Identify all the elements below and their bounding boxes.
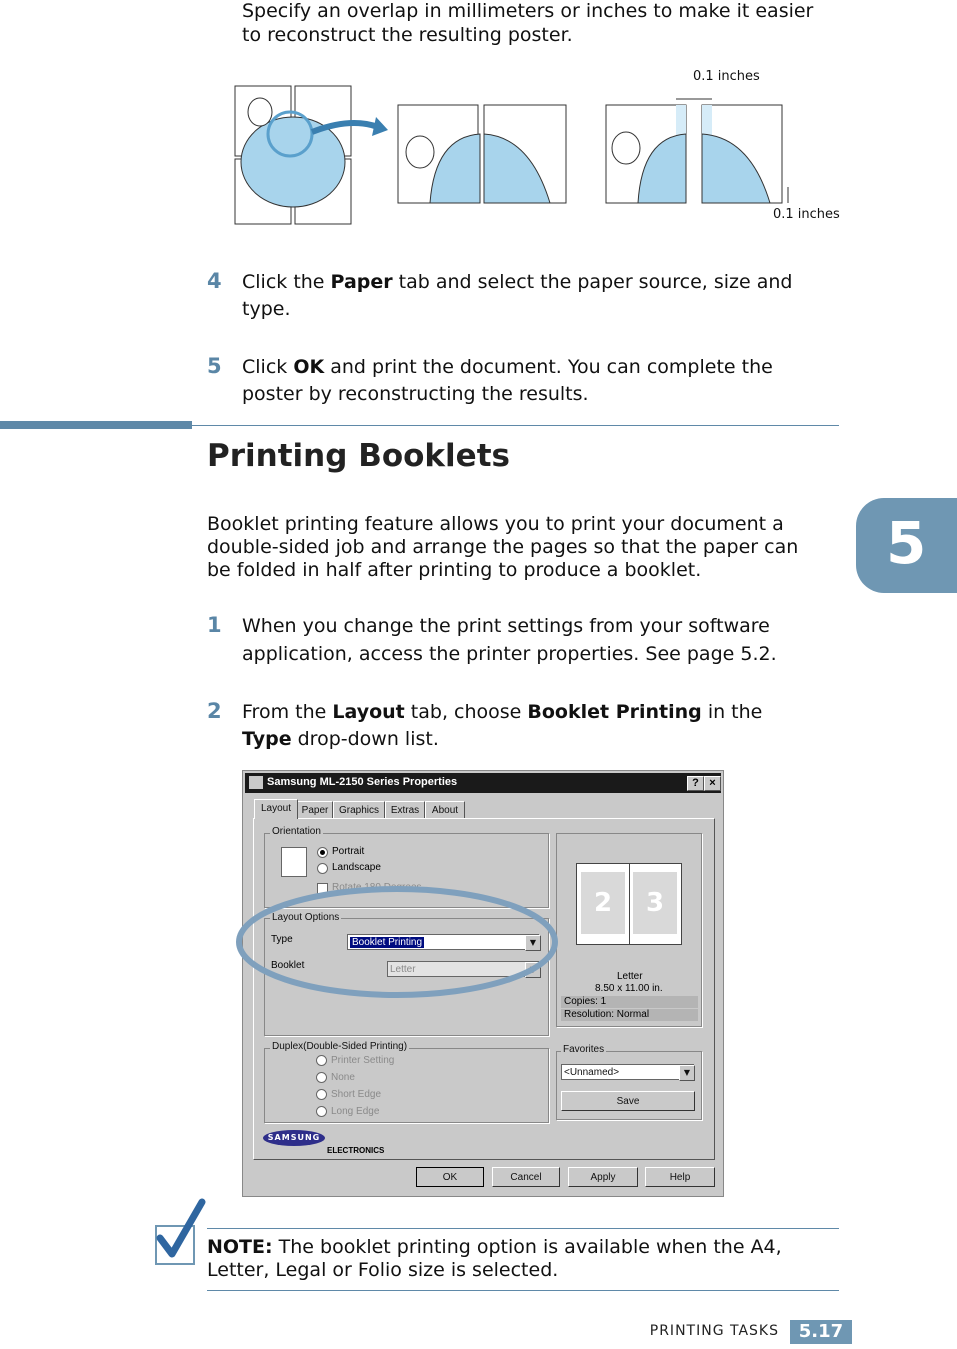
save-button[interactable]: Save [561, 1091, 695, 1111]
step-1-line-2: application, access the printer properties. See page 5.2. [242, 643, 777, 665]
portrait-radio[interactable] [317, 847, 328, 858]
preview-fold-line [629, 864, 630, 944]
preview-resolution: Resolution: Normal [561, 1009, 698, 1021]
layout-options-label: Layout Options [272, 912, 340, 923]
poster-split-pages [398, 105, 566, 203]
portrait-page-icon [281, 847, 307, 877]
preview-page-right: 3 [633, 872, 677, 934]
note-line-1: NOTE: The booklet printing option is available when the A4, [207, 1236, 782, 1258]
rotate-label: Rotate 180 Degrees [332, 882, 422, 893]
chevron-down-icon[interactable]: ▼ [525, 962, 541, 978]
step-number: 1 [207, 613, 222, 637]
step-4-line-2: type. [242, 298, 291, 320]
samsung-logo: SAMSUNG [263, 1130, 325, 1146]
intro-line-1: Specify an overlap in millimeters or inches to make it easier [242, 0, 814, 22]
tab-extras[interactable]: Extras [385, 801, 425, 819]
overlap-top-label: 0.1 inches [693, 69, 760, 84]
tab-about[interactable]: About [425, 801, 465, 819]
step-2-line-2: Type drop-down list. [242, 728, 439, 750]
booklet-select[interactable]: Letter [387, 961, 539, 977]
note-checkmark-icon [150, 1198, 206, 1270]
highlight-ellipse [234, 884, 564, 1002]
duplex-label: Duplex(Double-Sided Printing) [272, 1041, 408, 1052]
none-radio[interactable] [316, 1072, 327, 1083]
duplex-group [264, 1048, 549, 1123]
step-2-line-1: From the Layout tab, choose Booklet Printing in the [242, 701, 763, 723]
printer-icon [249, 776, 263, 789]
chapter-number: 5 [886, 509, 927, 577]
help-title-button[interactable]: ? [687, 776, 704, 791]
step-5-line-2: poster by reconstructing the results. [242, 383, 589, 405]
apply-button[interactable]: Apply [568, 1167, 638, 1187]
landscape-radio[interactable] [317, 863, 328, 874]
step-1-line-1: When you change the print settings from your software [242, 615, 770, 637]
tab-layout[interactable]: Layout [254, 799, 298, 819]
preview-page-left: 2 [581, 872, 625, 934]
note-top-rule [207, 1228, 839, 1229]
step-number: 4 [207, 269, 222, 293]
section-para-line-2: double-sided job and arrange the pages so that the paper can [207, 536, 799, 558]
orientation-label: Orientation [272, 826, 321, 837]
electronics-label: ELECTRONICS [327, 1146, 385, 1155]
help-button[interactable]: Help [645, 1167, 715, 1187]
booklet-label: Booklet [271, 960, 305, 971]
section-rule-line [192, 425, 839, 426]
favorites-label: Favorites [563, 1044, 605, 1055]
chevron-down-icon[interactable]: ▼ [525, 935, 541, 951]
favorites-select[interactable]: <Unnamed> [561, 1064, 694, 1080]
section-para-line-3: be folded in half after printing to produce a booklet. [207, 559, 702, 581]
dialog-title: Samsung ML-2150 Series Properties [267, 776, 458, 788]
cancel-button[interactable]: Cancel [492, 1167, 560, 1187]
printer-setting-radio[interactable] [316, 1055, 327, 1066]
tab-graphics[interactable]: Graphics [333, 801, 385, 819]
short-edge-label: Short Edge [331, 1089, 382, 1100]
type-label: Type [271, 934, 293, 945]
dialog-titlebar [245, 773, 721, 793]
type-selected-value: Booklet Printing [352, 937, 423, 948]
section-title: Printing Booklets [207, 438, 510, 474]
preview-copies: Copies: 1 [561, 996, 698, 1008]
step-5-text: Click OK and print the document. You can complete the [242, 356, 773, 378]
section-rule [0, 421, 192, 429]
portrait-label: Portrait [332, 846, 365, 857]
footer-section-label: PRINTING TASKS [649, 1323, 779, 1339]
page-number: 5.17 [790, 1320, 852, 1344]
poster-overlapped-pages [606, 99, 788, 203]
poster-source-image [235, 86, 388, 224]
section-para-line-1: Booklet printing feature allows you to print your document a [207, 513, 784, 535]
close-icon[interactable]: × [704, 776, 721, 791]
printer-setting-label: Printer Setting [331, 1055, 395, 1066]
none-label: None [331, 1072, 355, 1083]
booklet-preview [576, 863, 682, 945]
long-edge-radio[interactable] [316, 1106, 327, 1117]
long-edge-label: Long Edge [331, 1106, 380, 1117]
overlap-right-label: 0.1 inches [773, 207, 840, 222]
tab-paper[interactable]: Paper [297, 801, 333, 819]
step-number: 5 [207, 354, 222, 378]
note-line-2: Letter, Legal or Folio size is selected. [207, 1259, 559, 1281]
step-number: 2 [207, 699, 222, 723]
preview-paper-size: 8.50 x 11.00 in. [595, 983, 663, 994]
landscape-label: Landscape [332, 862, 381, 873]
intro-line-2: to reconstruct the resulting poster. [242, 24, 573, 46]
chevron-down-icon[interactable]: ▼ [679, 1065, 695, 1081]
step-4-text: Click the Paper tab and select the paper source, size and [242, 271, 793, 293]
preview-paper-name: Letter [617, 971, 643, 982]
note-bottom-rule [207, 1290, 839, 1291]
poster-overlap-illustration [230, 62, 860, 232]
short-edge-radio[interactable] [316, 1089, 327, 1100]
ok-button[interactable]: OK [416, 1167, 484, 1187]
